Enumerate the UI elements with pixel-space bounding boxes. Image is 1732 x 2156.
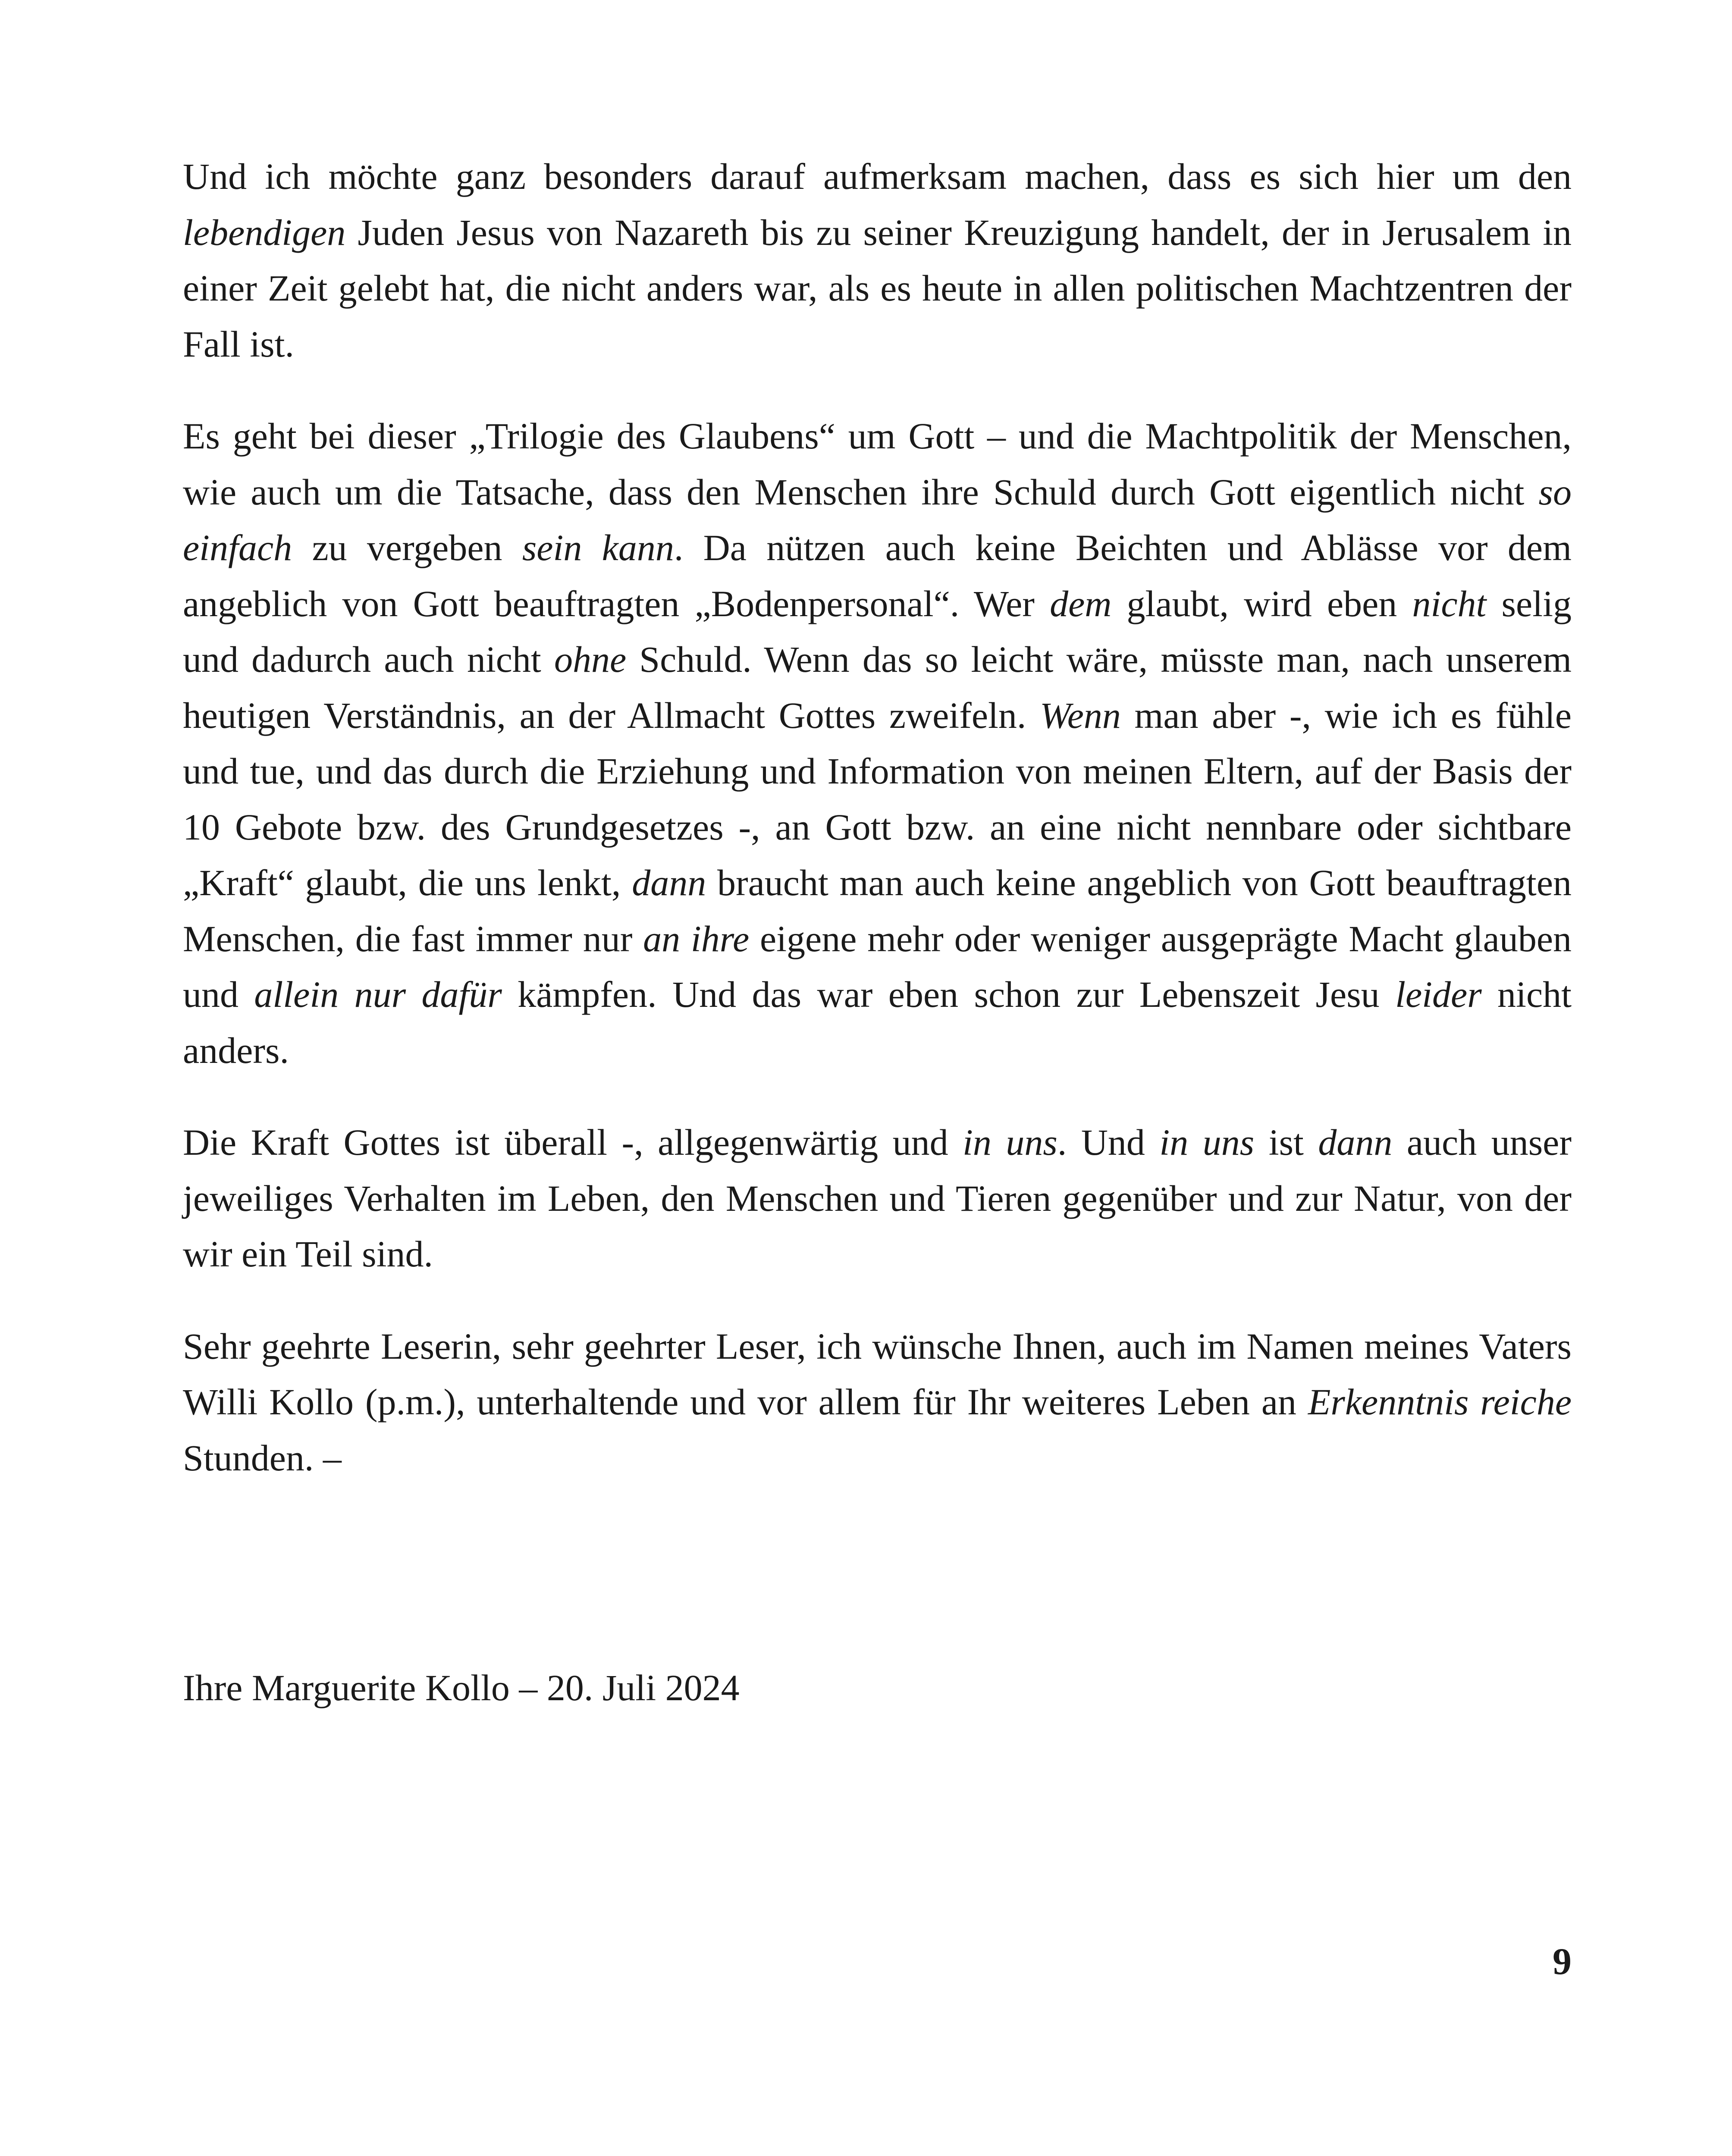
- emphasized-text: sein kann: [522, 527, 674, 568]
- emphasized-text: Erkenntnis reiche: [1308, 1381, 1572, 1423]
- emphasized-text: leider: [1395, 974, 1482, 1015]
- text-run: auch unser jeweiliges Verhalten im Leben, den Menschen und Tieren gegenüber und zur Natur, von der wir ein Teil sind.: [183, 1122, 1572, 1275]
- paragraph: [183, 408, 1572, 1078]
- text-run: Sehr geehrte Leserin, sehr geehrter Leser, ich wünsche Ihnen, auch im Namen meines Vaters Willi Kollo (p.m.), unterhaltende und vor allem für Ihr weiteres Leben an: [183, 1325, 1572, 1423]
- text-run: ist: [1254, 1122, 1318, 1163]
- text-run: zu vergeben: [292, 527, 522, 568]
- text-run: braucht man auch keine angeblich von Gott beauftragten Menschen, die fast immer nur: [183, 862, 1572, 959]
- emphasized-text: ohne: [554, 639, 627, 680]
- emphasized-text: in uns: [963, 1122, 1057, 1163]
- text-run: Schuld. Wenn das so leicht wäre, müsste man, nach unserem heutigen Verständnis, an der Allmacht Gottes zweifeln.: [183, 639, 1572, 736]
- emphasized-text: nicht: [1412, 583, 1487, 624]
- text-run: Und ich möchte ganz besonders darauf aufmerksam machen, dass es sich hier um den: [183, 156, 1572, 197]
- paragraph: [183, 1115, 1572, 1282]
- text-run: Es geht bei dieser „Trilogie des Glaubens“ um Gott – und die Machtpolitik der Menschen, wie auch um die Tatsache, dass den Menschen ihre Schuld durch Gott eigentlich nicht: [183, 415, 1572, 513]
- text-run: selig und dadurch auch nicht: [183, 583, 1572, 680]
- text-run: kämpfen. Und das war eben schon zur Lebenszeit Jesu: [502, 974, 1396, 1015]
- emphasized-text: dem: [1050, 583, 1112, 624]
- text-run: eigene mehr oder weniger ausgeprägte Macht glauben und: [183, 918, 1572, 1015]
- emphasized-text: lebendigen: [183, 211, 346, 253]
- text-run: . Da nützen auch keine Beichten und Ablässe vor dem angeblich von Gott beauftragten „Bodenpersonal“. Wer: [183, 527, 1572, 624]
- text-run: man aber -, wie ich es fühle und tue, und das durch die Erziehung und Information von meinen Eltern, auf der Basis der 10 Gebote bzw. des Grundgesetzes -, an Gott bzw. an eine nicht nennbare oder sichtbare „Kraft“ glaubt, die uns lenkt,: [183, 694, 1572, 903]
- emphasized-text: so einfach: [183, 471, 1572, 568]
- signature-line: Ihre Marguerite Kollo – 20. Juli 2024: [183, 1667, 740, 1708]
- emphasized-text: allein nur dafür: [254, 974, 502, 1015]
- emphasized-text: in uns: [1159, 1122, 1255, 1163]
- paragraph: [183, 149, 1572, 372]
- emphasized-text: Wenn: [1040, 694, 1121, 736]
- text-run: glaubt, wird eben: [1111, 583, 1412, 624]
- text-run: Juden Jesus von Nazareth bis zu seiner Kreuzigung handelt, der in Jerusalem in einer Zeit gelebt hat, die nicht anders war, als es heute in allen politischen Machtzentren der Fall ist.: [183, 211, 1572, 365]
- text-run: Die Kraft Gottes ist überall -, allgegenwärtig und: [183, 1122, 963, 1163]
- page-number: 9: [1553, 1941, 1572, 1983]
- text-run: . Und: [1057, 1122, 1160, 1163]
- paragraph: [183, 1319, 1572, 1486]
- body-text: [183, 149, 1572, 1522]
- emphasized-text: dann: [632, 862, 706, 903]
- emphasized-text: an ihre: [643, 918, 750, 959]
- text-run: nicht anders.: [183, 974, 1572, 1071]
- emphasized-text: dann: [1318, 1122, 1393, 1163]
- text-run: Stunden. –: [183, 1437, 342, 1479]
